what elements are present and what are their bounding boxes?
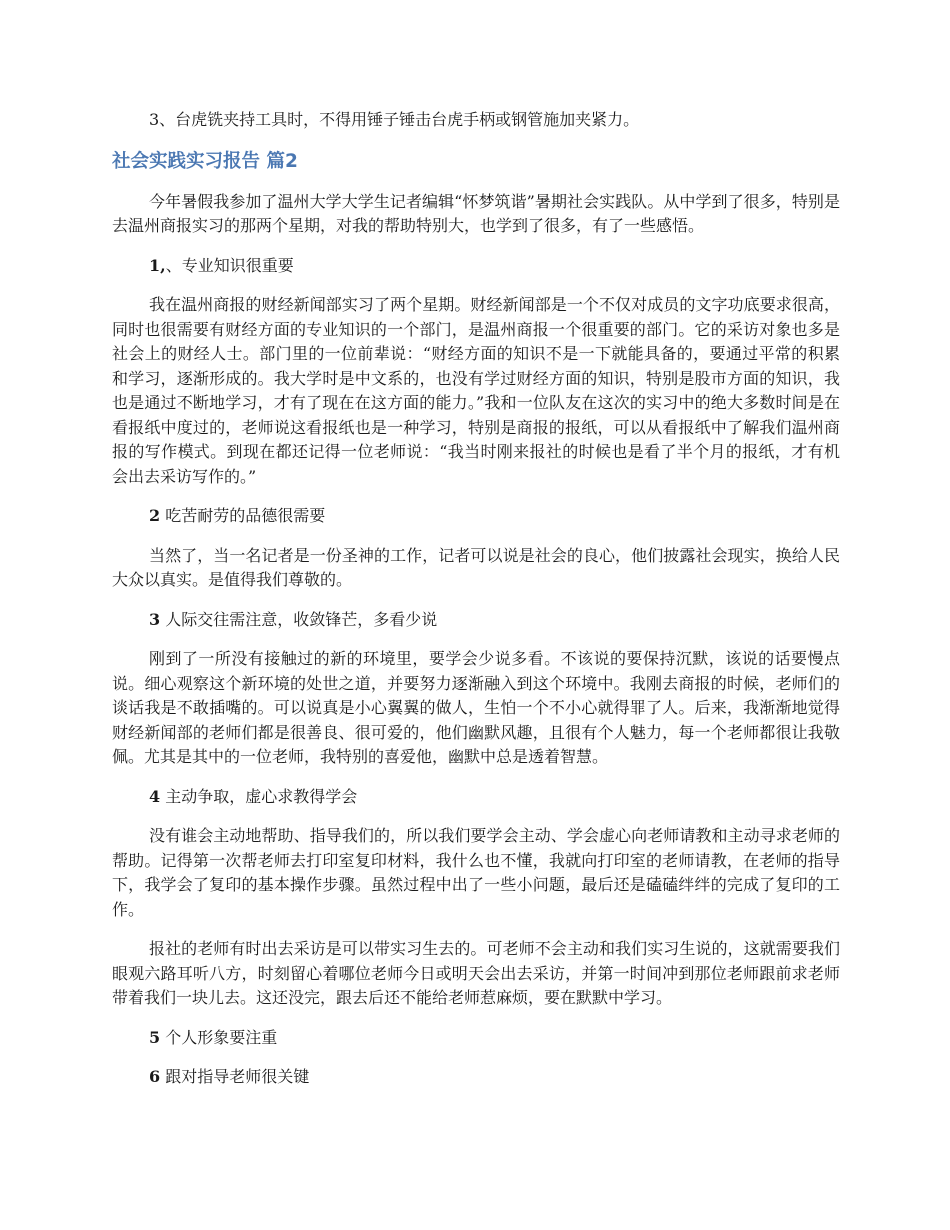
heading-6-number: 6	[149, 1067, 161, 1086]
heading-6-text: 跟对指导老师很关键	[165, 1067, 310, 1086]
paragraph-5: 没有谁会主动地帮助、指导我们的，所以我们要学会主动、学会虚心向老师请教和主动寻求老师的帮助。记得第一次帮老师去打印室复印材料，我什么也不懂，我就向打印室的老师请教，在老师的指导下，我学会了复印的基本操作步骤。虽然过程中出了一些小问题，最后还是磕磕绊绊的完成了复印的工作。	[112, 826, 840, 919]
document-body	[112, 108, 840, 1090]
heading-4	[112, 785, 840, 810]
heading-3-number: 3	[149, 609, 161, 629]
paragraph-2: 我在温州商报的财经新闻部实习了两个星期。财经新闻部是一个不仅对成员的文字功底要求很高，同时也很需要有财经方面的专业知识的一个部门，是温州商报一个很重要的部门。它的采访对象也多是社会上的财经人士。部门里的一位前辈说：“财经方面的知识不是一下就能具备的，要通过平常的积累和学习，逐渐形成的。我大学时是中文系的，也没有学过财经方面的知识，特别是股市方面的知识，我也是通过不断地学习，才有了现在在这方面的能力。”我和一位队友在这次的实习中的绝大多数时间是在看报纸中度过的，老师说这看报纸也是一种学习，特别是商报的报纸，可以从看报纸中了解我们温州商报的写作模式。到现在都还记得一位老师说：“我当时刚来报社的时候也是看了半个月的报纸，才有机会出去采访写作的。”	[112, 295, 840, 486]
heading-5-number: 5	[149, 1027, 161, 1047]
heading-3-text: 人际交往需注意，收敛锋芒，多看少说	[165, 609, 438, 629]
heading-4-text: 主动争取，虚心求教得学会	[165, 786, 358, 806]
heading-1-number: 1,	[149, 255, 166, 275]
heading-5	[112, 1026, 840, 1051]
section-title: 社会实践实习报告 篇2	[112, 150, 298, 172]
heading-2-text: 吃苦耐劳的品德很需要	[165, 506, 326, 525]
heading-2-number: 2	[149, 506, 161, 525]
heading-5-text: 个人形象要注重	[165, 1027, 278, 1047]
intro-item: 3、台虎铣夹持工具时，不得用锤子锤击台虎手柄或钢管施加夹紧力。	[149, 110, 640, 129]
paragraph-4: 刚到了一所没有接触过的新的环境里，要学会少说多看。不该说的要保持沉默，该说的话要慢点说。细心观察这个新环境的处世之道，并要努力逐渐融入到这个环境中。我刚去商报的时候，老师们的谈话我是不敢插嘴的。可以说真是小心翼翼的做人，生怕一个不小心就得罪了人。后来，我渐渐地觉得财经新闻部的老师们都是很善良、很可爱的，他们幽默风趣，且很有个人魅力，每一个老师都很让我敬佩。尤其是其中的一位老师，我特别的喜爱他，幽默中总是透着智慧。	[112, 649, 840, 766]
heading-2	[112, 504, 840, 529]
paragraph-3: 当然了，当一名记者是一份圣神的工作，记者可以说是社会的良心，他们披露社会现实，换给人民大众以真实。是值得我们尊敬的。	[112, 545, 840, 589]
heading-3	[112, 608, 840, 633]
heading-4-number: 4	[149, 786, 161, 806]
heading-6	[112, 1065, 840, 1090]
heading-1	[112, 254, 840, 279]
paragraph-1: 今年暑假我参加了温州大学大学生记者编辑“怀梦筑谐”暑期社会实践队。从中学到了很多，特别是去温州商报实习的那两个星期，对我的帮助特别大，也学到了很多，有了一些感悟。	[112, 191, 840, 235]
heading-1-text: 、专业知识很重要	[165, 255, 294, 275]
paragraph-6: 报社的老师有时出去采访是可以带实习生去的。可老师不会主动和我们实习生说的，这就需要我们眼观六路耳听八方，时刻留心着哪位老师今日或明天会出去采访，并第一时间冲到那位老师跟前求老师带着我们一块儿去。这还没完，跟去后还不能给老师惹麻烦，要在默默中学习。	[112, 939, 840, 1007]
